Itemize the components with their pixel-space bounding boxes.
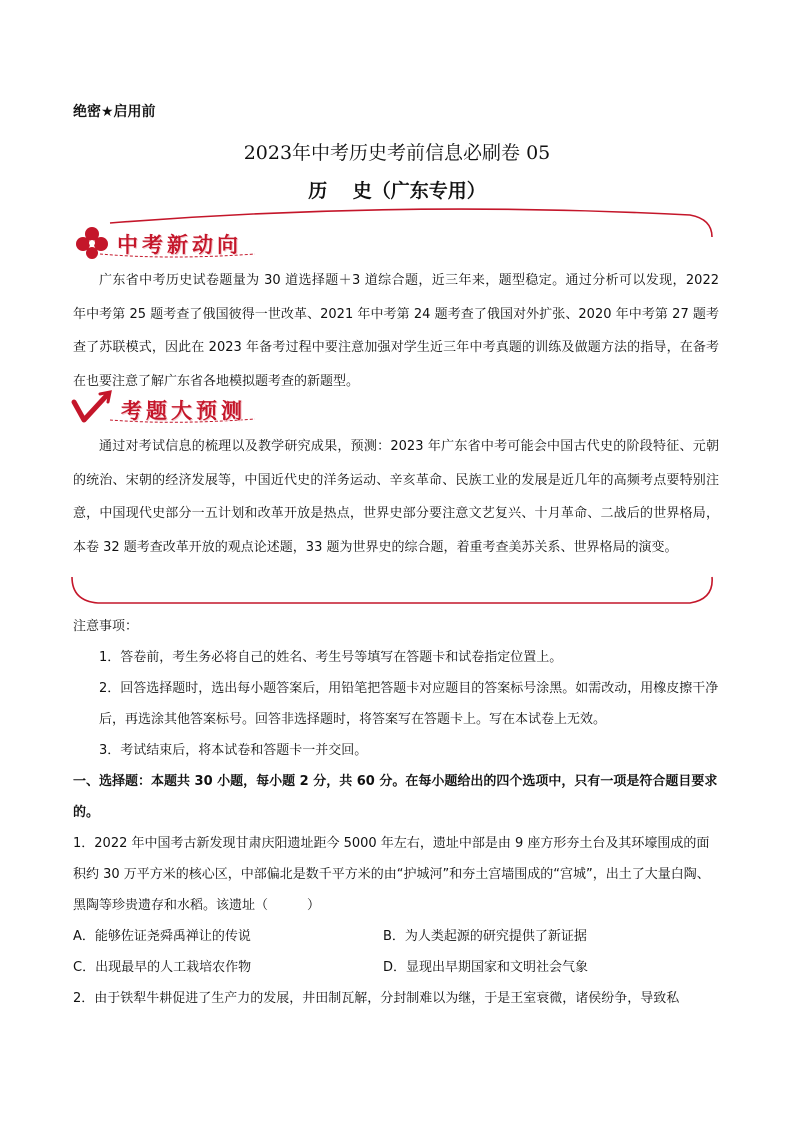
note-item: 2．回答选择题时，选出每小题答案后，用铅笔把答题卡对应题目的答案标号涂黑。如需改动，用橡皮擦干净后，再选涂其他答案标号。回答非选择题时，将答案写在答题卡上。写在本试卷上无效。 (99, 681, 719, 727)
section-title-new-trend: 中考新动向 (117, 233, 242, 257)
note-item: 3．考试结束后，将本试卷和答题卡一并交回。 (99, 743, 368, 758)
exam-title: 2023年中考历史考前信息必刷卷 05 (243, 142, 551, 164)
notes-title: 注意事项： (73, 619, 139, 634)
exam-subtitle: 历 史（广东专用） (308, 180, 486, 202)
clover-icon (74, 225, 110, 261)
question-1-option-c: C．出现最早的人工栽培农作物 (73, 960, 252, 975)
question-2-stem: 2．由于铁犁牛耕促进了生产力的发展，井田制瓦解，分封制难以为继，于是王室衰微，诸侯纷争，导致私 (73, 991, 680, 1006)
question-1-stem: 1．2022 年中国考古新发现甘肃庆阳遗址距今 5000 年左右，遗址中部是由 9 座方形夯土台及其环壕围成的面积约 30 万平方米的核心区，中部偏北是数千平方米的由“护城河”和夯土宫墙围成的“宫城”，出土了大量白陶、黑陶等珍贵遗存和水稻。该遗址（ ） (73, 836, 710, 913)
note-item: 1．答卷前，考生务必将自己的姓名、考生号等填写在答题卡和试卷指定位置上。 (99, 650, 563, 665)
check-arrow-icon (70, 388, 114, 428)
section-heading-choice: 一、选择题：本题共 30 小题，每小题 2 分，共 60 分。在每小题给出的四个选项中，只有一项是符合题目要求的。 (73, 774, 718, 820)
section-title-prediction: 考题大预测 (121, 399, 246, 423)
question-1-option-b: B．为人类起源的研究提供了新证据 (383, 929, 587, 944)
new-trend-paragraph: 广东省中考历史试卷题量为 30 道选择题＋3 道综合题，近三年来，题型稳定。通过分析可以发现，2022 年中考第 25 题考查了俄国彼得一世改革、2021 年中考第 24 题考查了俄国对外扩张、2020 年中考第 27 题考查了苏联模式，因此在 2023 年备考过程中要注意加强对学生近三年中考真题的训练及做题方法的指导，在备考在也要注意了解广东省各地模拟题考查的新题型。 (73, 273, 719, 390)
question-1-option-d: D．显现出早期国家和文明社会气象 (383, 960, 589, 975)
prediction-paragraph: 通过对考试信息的梳理以及教学研究成果，预测：2023 年广东省中考可能会中国古代史的阶段特征、元朝的统治、宋朝的经济发展等，中国近代史的洋务运动、辛亥革命、民族工业的发展是近几年的高频考点要特别注意，中国现代史部分一五计划和改革开放是热点，世界史部分要注意文艺复兴、十月革命、二战后的世界格局，本卷 32 题考查改革开放的观点论述题，33 题为世界史的综合题，着重考查美苏关系、世界格局的演变。 (73, 439, 719, 556)
confidential-mark: 绝密★启用前 (73, 104, 156, 120)
question-1-option-a: A．能够佐证尧舜禹禅让的传说 (73, 929, 251, 944)
